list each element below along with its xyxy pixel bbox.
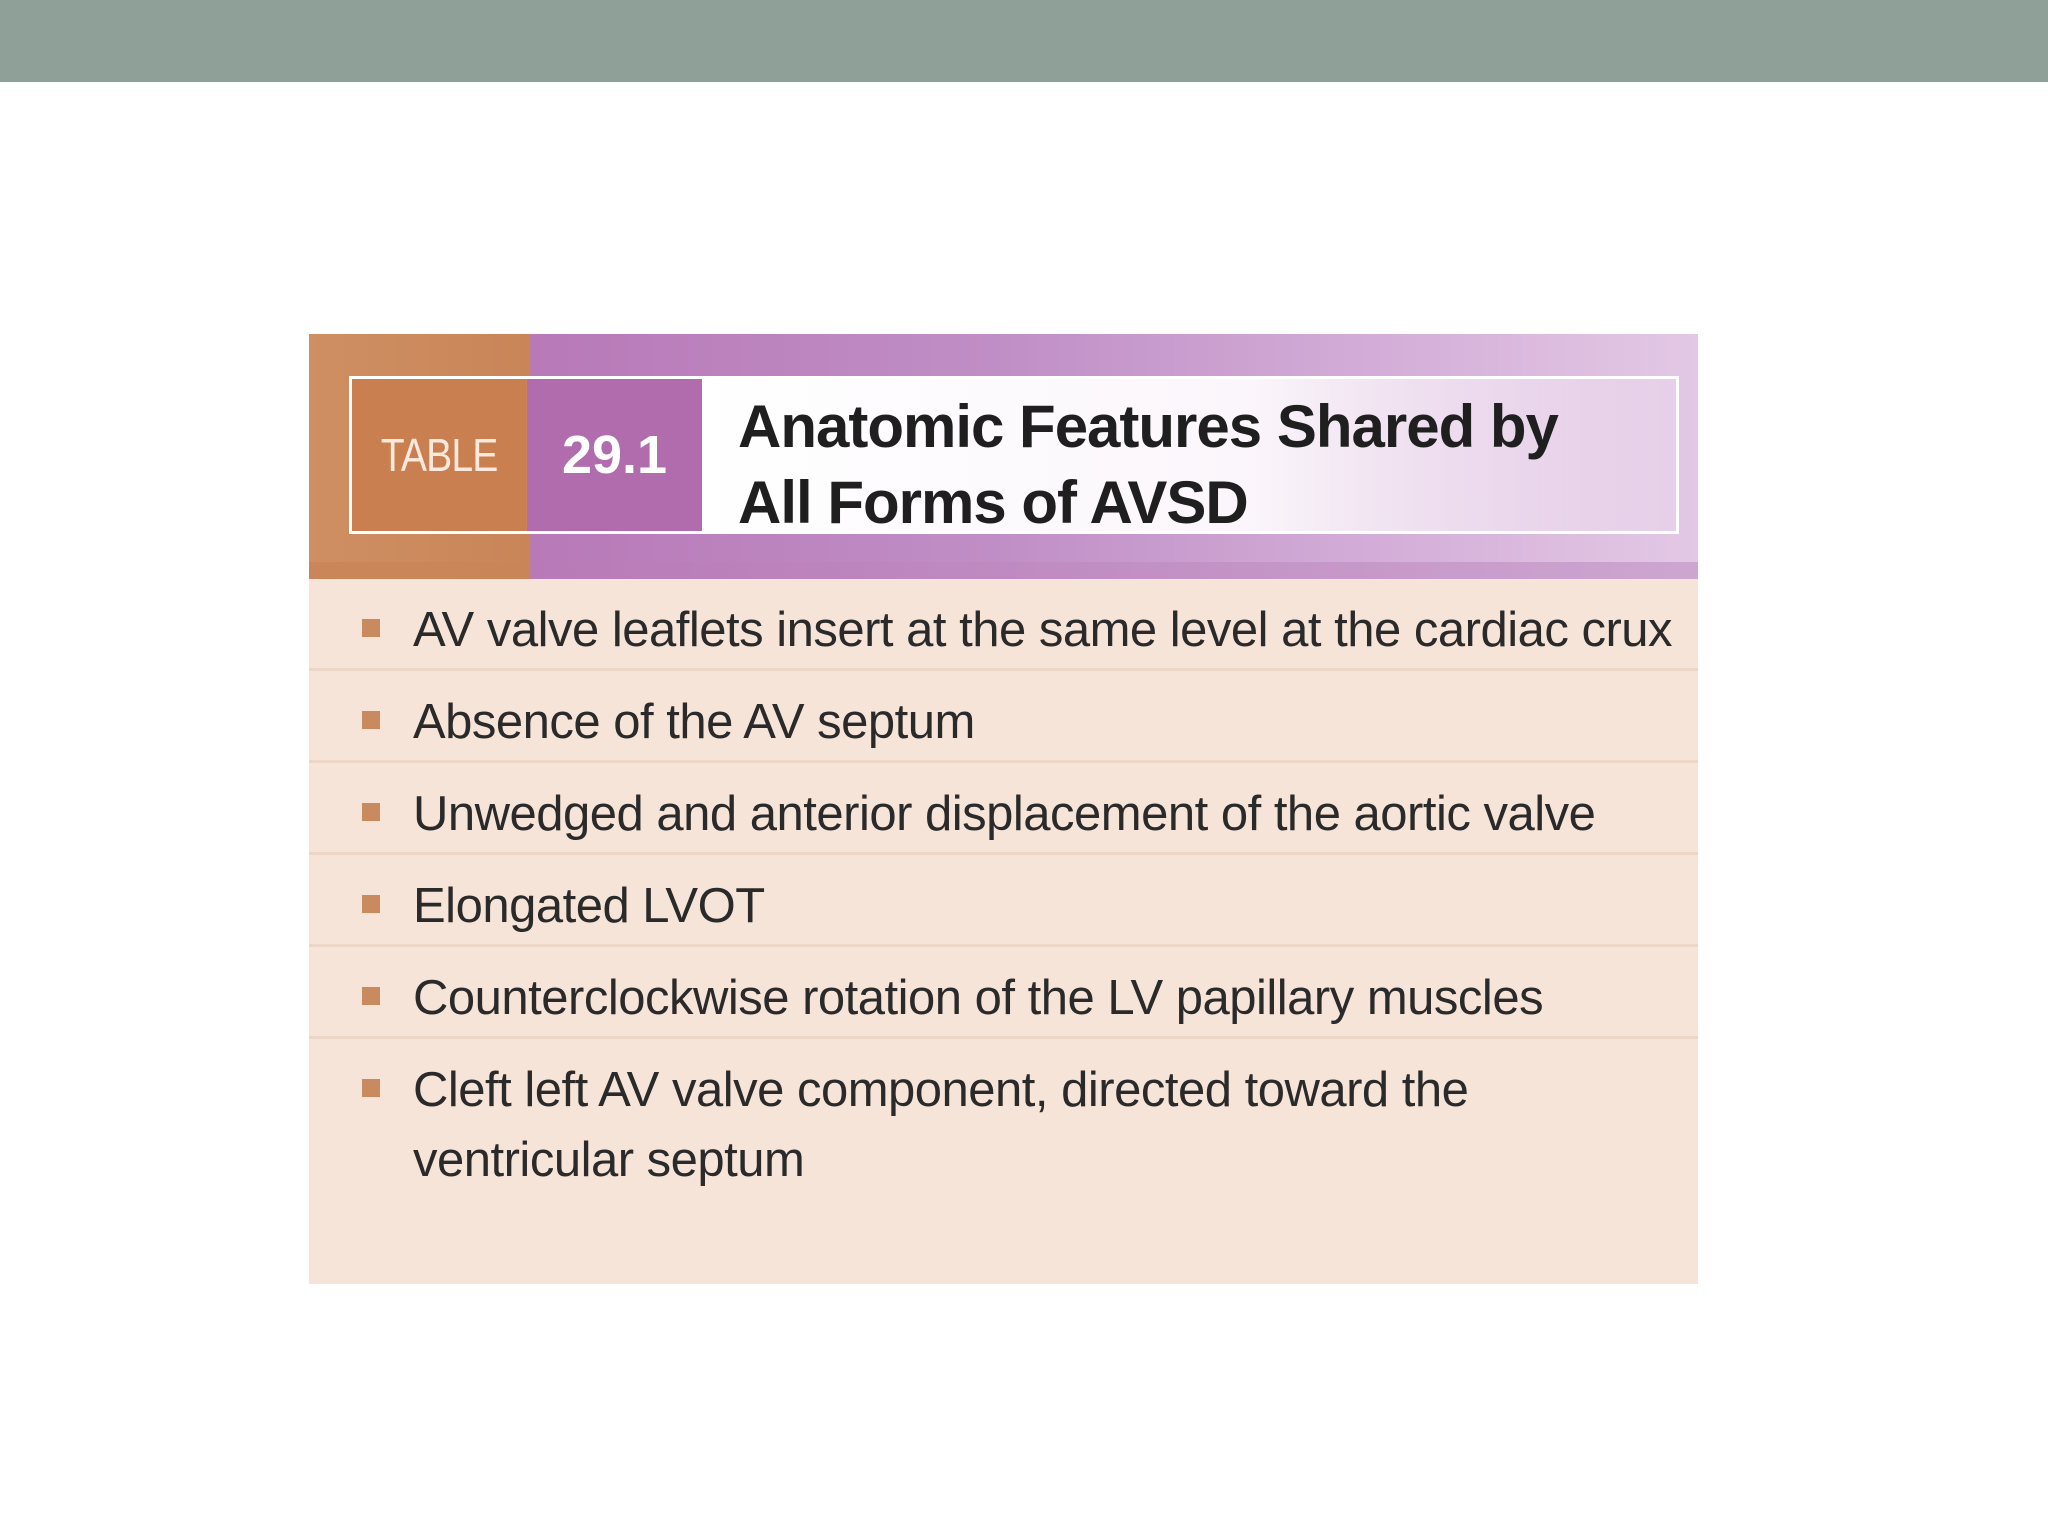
square-bullet-icon	[362, 803, 380, 821]
slide-top-bar	[0, 0, 2048, 82]
list-item-text: AV valve leaflets insert at the same level at the cardiac crux	[413, 603, 1673, 657]
list-item-text: Absence of the AV septum	[413, 695, 975, 749]
square-bullet-icon	[362, 1079, 380, 1097]
list-item	[309, 947, 1698, 1039]
square-bullet-icon	[362, 619, 380, 637]
square-bullet-icon	[362, 711, 380, 729]
list-item-text: Unwedged and anterior displacement of the aortic valve	[413, 787, 1596, 841]
list-item-text: Elongated LVOT	[413, 879, 765, 933]
header-bottom-strip	[309, 562, 1698, 579]
table-card	[309, 334, 1698, 1284]
table-label: TABLE	[352, 379, 526, 531]
table-title-box	[349, 376, 1679, 534]
square-bullet-icon	[362, 895, 380, 913]
list-item-text: Counterclockwise rotation of the LV papillary muscles	[413, 971, 1544, 1025]
list-item	[309, 763, 1698, 855]
list-item	[309, 1039, 1698, 1189]
square-bullet-icon	[362, 987, 380, 1005]
list-item-text: Cleft left AV valve component, directed toward the ventricular septum	[413, 1063, 1469, 1187]
list-item	[309, 855, 1698, 947]
feature-list	[309, 579, 1698, 1189]
list-item	[309, 579, 1698, 671]
table-title: Anatomic Features Shared by All Forms of AVSD	[738, 393, 1558, 536]
table-number: 29.1	[527, 379, 702, 531]
list-item	[309, 671, 1698, 763]
